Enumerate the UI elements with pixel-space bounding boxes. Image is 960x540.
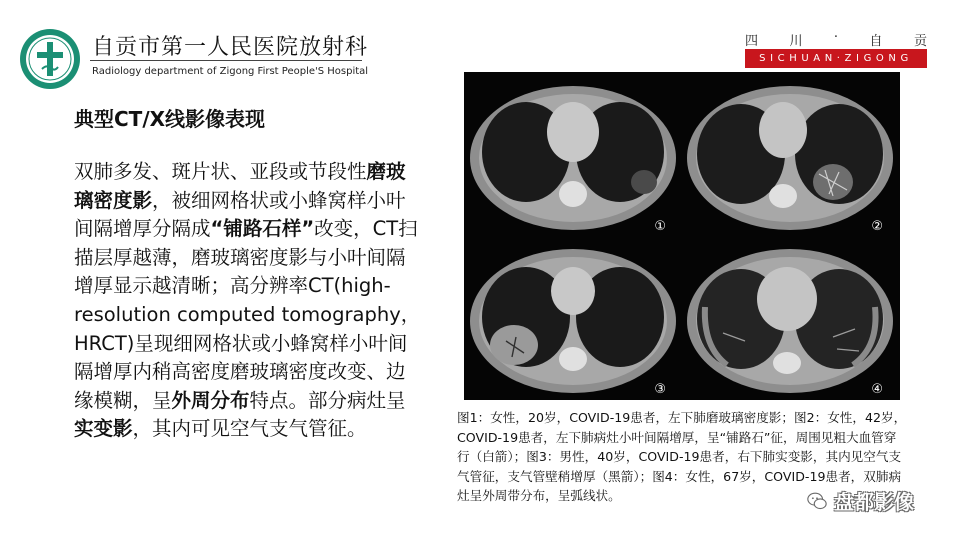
ct-scan-image	[466, 237, 681, 398]
ct-scan-image	[683, 74, 898, 235]
city-char: 川	[789, 34, 803, 49]
hospital-name-en: Radiology department of Zigong First People'S Hospital	[92, 66, 369, 77]
body-text-emphasis: “铺路石样”	[210, 217, 315, 241]
ct-panel-4	[683, 237, 898, 398]
body-text-segment: 特点。部分病灶呈	[249, 388, 406, 412]
body-text-emphasis: 磨玻璃密度影	[74, 160, 406, 212]
city-char: 四	[745, 34, 759, 49]
hospital-name-cn: 自贡市第一人民医院放射科	[92, 35, 369, 60]
ct-panel-1	[466, 74, 681, 235]
watermark	[806, 486, 914, 515]
city-char: 自	[869, 34, 883, 49]
body-text-segment: 双肺多发、斑片状、亚段或节段性	[74, 160, 367, 183]
panel-number-label: ③	[654, 382, 666, 397]
city-char: 贡	[913, 34, 927, 49]
watermark-text: 盘都影像	[834, 490, 914, 514]
ct-panel-3	[466, 237, 681, 398]
wechat-icon	[806, 490, 828, 512]
city-name-en-banner: SICHUAN·ZIGONG	[745, 49, 927, 68]
city-char: ·	[833, 30, 839, 45]
body-text-segment: 改变，CT扫描层厚越薄，磨玻璃密度影与小叶间隔增厚显示越清晰；高分辨率CT(high-resolution computed tomography，HRCT)呈现细网格状或小蜂窝样小叶间隔增厚内稍高密度磨玻璃密度改变、边缘模糊，呈	[74, 217, 421, 412]
body-text-emphasis: 实变影	[74, 417, 133, 441]
ct-scan-image	[466, 74, 681, 235]
body-text-segment: ，被细网格状或小蜂窝样小叶间隔增厚分隔成	[74, 188, 406, 241]
panel-number-label: ④	[871, 382, 883, 397]
slide-title: 典型CT/X线影像表现	[74, 107, 266, 131]
header-divider	[90, 60, 362, 61]
panel-number-label: ①	[654, 219, 666, 234]
body-text-emphasis: 外周分布	[171, 388, 250, 412]
ct-panel-2	[683, 74, 898, 235]
panel-number-label: ②	[871, 219, 883, 234]
ct-scan-image	[683, 237, 898, 398]
body-text-segment: ，其内可见空气支气管征。	[132, 417, 367, 441]
figure-caption: 图1：女性，20岁，COVID-19患者，左下肺磨玻璃密度影；图2：女性，42岁，COVID-19患者，左下肺病灶小叶间隔增厚，呈“铺路石”征，周围见粗大血管穿行（白箭）；图3：男性，40岁，COVID-19患者，右下肺实变影，其内见空气支气管征，支气管壁稍增厚（黑箭）；图4：女性，67岁，COVID-19患者，双肺病灶呈外周带分布，呈弧线状。	[457, 410, 907, 504]
ct-image-grid	[464, 72, 900, 400]
city-name-cn	[745, 30, 927, 49]
hospital-logo	[18, 27, 82, 91]
slide-body	[74, 158, 424, 444]
